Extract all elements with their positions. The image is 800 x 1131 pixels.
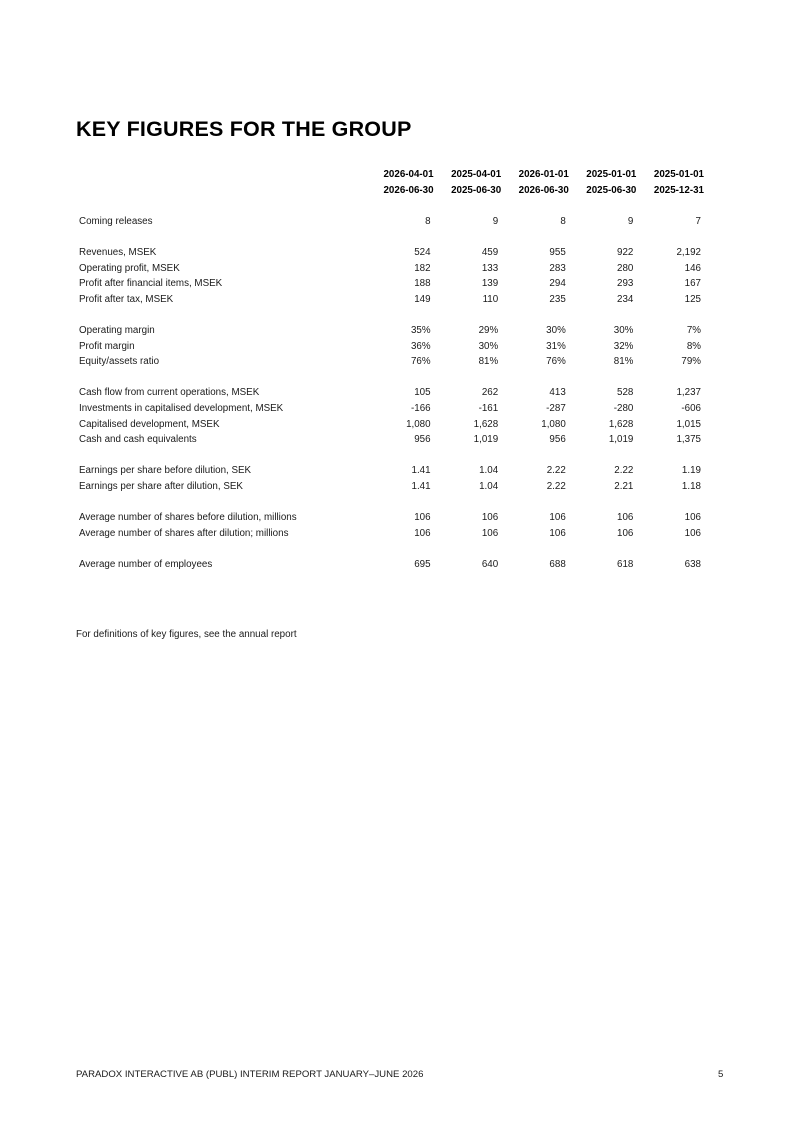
cell-value: 235 (549, 293, 566, 305)
row-label: Profit after financial items, MSEK (79, 278, 223, 290)
table-row (76, 401, 704, 417)
table-row (76, 557, 704, 573)
cell-value: 2.22 (546, 465, 566, 477)
cell-value: 638 (684, 558, 701, 570)
cell-value: 2.21 (614, 480, 634, 492)
cell-value: 30% (478, 340, 499, 352)
cell-value: 262 (481, 387, 499, 399)
cell-value: 79% (681, 356, 701, 368)
table-row (76, 479, 704, 495)
cell-value: 1,019 (608, 434, 634, 446)
row-label: Coming releases (79, 215, 153, 227)
cell-value: -166 (410, 402, 431, 414)
column-header-to: 2026-06-30 (383, 184, 434, 196)
table-row (76, 417, 704, 433)
cell-value: 7 (695, 215, 701, 227)
cell-value: 1.04 (479, 480, 499, 492)
cell-value: 956 (414, 434, 431, 446)
cell-value: 106 (414, 527, 431, 539)
cell-value: 1.19 (681, 465, 701, 477)
column-header-to: 2025-06-30 (586, 184, 637, 196)
cell-value: 106 (549, 512, 566, 524)
cell-value: 106 (414, 512, 431, 524)
row-spacer (76, 229, 704, 245)
cell-value: 459 (481, 246, 499, 258)
table-row (76, 510, 704, 526)
row-spacer (76, 494, 704, 510)
table-row (76, 292, 704, 308)
row-spacer (76, 541, 704, 557)
cell-value: 688 (549, 558, 566, 570)
column-header-from: 2025-04-01 (451, 169, 502, 180)
cell-value: 76% (546, 356, 566, 368)
cell-value: 31% (546, 340, 566, 352)
cell-value: 1,015 (676, 418, 701, 430)
cell-value: 81% (478, 356, 499, 368)
page-title: KEY FIGURES FOR THE GROUP (76, 117, 412, 141)
cell-value: 106 (617, 512, 634, 524)
cell-value: 106 (549, 527, 566, 539)
column-header-from: 2025-01-01 (653, 169, 704, 180)
row-label: Operating margin (79, 324, 155, 336)
cell-value: 105 (414, 387, 431, 399)
cell-value: -287 (546, 402, 566, 414)
column-header-from: 2025-01-01 (586, 169, 637, 180)
table-row (76, 261, 704, 277)
cell-value: 36% (410, 340, 431, 352)
cell-value: 1,019 (473, 434, 499, 446)
row-spacer (76, 370, 704, 386)
table-row (76, 214, 704, 230)
cell-value: 618 (617, 558, 634, 570)
footer-report-title: PARADOX INTERACTIVE AB (PUBL) INTERIM REPORT JANUARY–JUNE 2026 (76, 1069, 424, 1080)
cell-value: 106 (684, 527, 701, 539)
table-row (76, 276, 704, 292)
cell-value: -280 (613, 402, 634, 414)
cell-value: 1.04 (479, 465, 499, 477)
cell-value: 106 (617, 527, 634, 539)
cell-value: 9 (492, 215, 499, 227)
cell-value: 149 (414, 293, 431, 305)
cell-value: 695 (414, 558, 431, 570)
cell-value: 76% (410, 356, 431, 368)
cell-value: 1.41 (411, 465, 431, 477)
cell-value: 1.41 (411, 480, 431, 492)
cell-value: 524 (414, 246, 431, 258)
row-label: Cash flow from current operations, MSEK (79, 387, 260, 399)
column-header-to: 2025-06-30 (451, 184, 502, 196)
table-row (76, 354, 704, 370)
cell-value: 1,080 (541, 418, 566, 430)
cell-value: 106 (684, 512, 701, 524)
cell-value: 1.18 (681, 480, 701, 492)
cell-value: 640 (481, 558, 499, 570)
table-body (76, 198, 704, 572)
cell-value: 413 (549, 387, 566, 399)
cell-value: 8 (425, 215, 431, 227)
row-label: Earnings per share after dilution, SEK (79, 480, 243, 492)
cell-value: 1,628 (473, 418, 499, 430)
cell-value: 9 (627, 215, 634, 227)
cell-value: 125 (684, 293, 701, 305)
table-row (76, 526, 704, 542)
cell-value: 2.22 (546, 480, 566, 492)
cell-value: 955 (549, 246, 566, 258)
cell-value: 146 (684, 262, 701, 274)
row-label: Average number of employees (79, 558, 213, 570)
table-row (76, 245, 704, 261)
cell-value: 182 (414, 262, 431, 274)
cell-value: 106 (481, 527, 499, 539)
cell-value: 32% (613, 340, 634, 352)
cell-value: 956 (549, 434, 566, 446)
cell-value: 81% (613, 356, 634, 368)
header-row-to (76, 183, 704, 199)
header-row-from (76, 167, 704, 183)
cell-value: 139 (481, 278, 499, 290)
row-label: Profit margin (79, 340, 135, 352)
row-label: Investments in capitalised development, MSEK (79, 402, 284, 414)
cell-value: 8% (686, 340, 701, 352)
row-label: Revenues, MSEK (79, 246, 157, 258)
column-header-to: 2026-06-30 (518, 184, 569, 196)
row-label: Earnings per share before dilution, SEK (79, 465, 252, 477)
cell-value: 2.22 (614, 465, 634, 477)
cell-value: 283 (549, 262, 566, 274)
cell-value: 167 (684, 278, 701, 290)
column-header-to: 2025-12-31 (653, 184, 704, 196)
table-row (76, 339, 704, 355)
cell-value: 280 (617, 262, 634, 274)
cell-value: 106 (481, 512, 499, 524)
cell-value: 293 (617, 278, 634, 290)
cell-value: 2,192 (676, 246, 701, 258)
cell-value: 1,080 (406, 418, 431, 430)
column-header-from: 2026-04-01 (383, 169, 434, 180)
table-row (76, 323, 704, 339)
row-label: Equity/assets ratio (79, 356, 160, 368)
table-row (76, 385, 704, 401)
cell-value: 1,628 (608, 418, 634, 430)
row-label: Profit after tax, MSEK (79, 293, 174, 305)
table-row (76, 432, 704, 448)
row-label: Operating profit, MSEK (79, 262, 180, 274)
cell-value: 29% (478, 324, 499, 336)
row-label: Average number of shares before dilution, millions (79, 512, 297, 524)
cell-value: 110 (482, 293, 499, 305)
cell-value: -606 (681, 402, 701, 414)
cell-value: 8 (560, 215, 566, 227)
page-number: 5 (718, 1069, 724, 1080)
cell-value: 35% (410, 324, 431, 336)
cell-value: 30% (613, 324, 634, 336)
row-label: Average number of shares after dilution; millions (79, 527, 289, 539)
cell-value: 133 (481, 262, 499, 274)
cell-value: 188 (414, 278, 431, 290)
column-header-from: 2026-01-01 (518, 169, 569, 180)
key-figures-table (76, 167, 704, 572)
row-spacer (76, 307, 704, 323)
cell-value: 30% (546, 324, 566, 336)
cell-value: 528 (617, 387, 634, 399)
row-spacer (76, 198, 704, 214)
cell-value: 1,237 (676, 387, 701, 399)
cell-value: 1,375 (676, 434, 701, 446)
cell-value: 294 (549, 278, 566, 290)
cell-value: 922 (617, 246, 634, 258)
row-spacer (76, 448, 704, 464)
row-label: Capitalised development, MSEK (79, 418, 220, 430)
footnote: For definitions of key figures, see the annual report (76, 629, 297, 640)
cell-value: 7% (686, 324, 701, 336)
cell-value: -161 (478, 402, 499, 414)
cell-value: 234 (617, 293, 634, 305)
row-label: Cash and cash equivalents (79, 434, 197, 446)
table-row (76, 463, 704, 479)
